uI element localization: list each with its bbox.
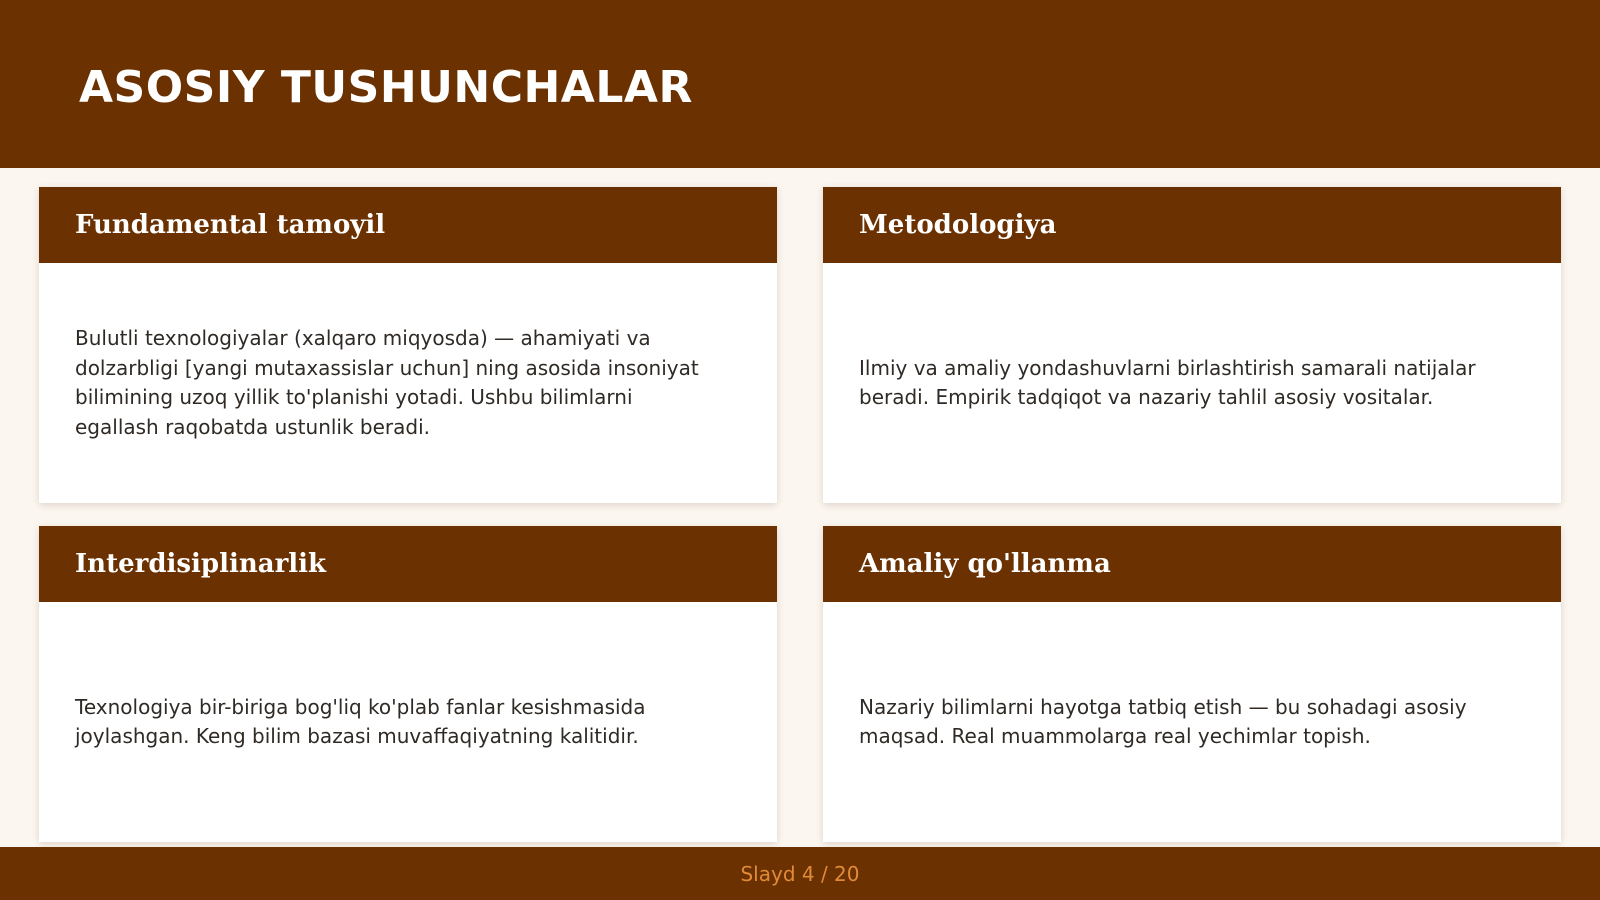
card-title: Fundamental tamoyil — [75, 210, 386, 240]
card-text: Ilmiy va amaliy yondashuvlarni birlashtirish samarali natijalar beradi. Empirik tadqiqot va nazariy tahlil asosiy vositalar. — [859, 355, 1476, 409]
card-body — [39, 602, 777, 842]
card-title: Amaliy qo'llanma — [859, 549, 1111, 579]
card-title: Metodologiya — [859, 210, 1057, 240]
card-body — [39, 263, 777, 503]
card-practical-guide — [823, 526, 1561, 842]
card-text: Bulutli texnologiyalar (xalqaro miqyosda) — ahamiyati va dolzarbligi [yangi mutaxassislar uchun] ning asosida insoniyat bilimining uzoq yillik to'planishi yotadi. Ushbu bilimlarni egallash raqobatda ustunlik beradi. — [75, 326, 699, 439]
card-methodology — [823, 187, 1561, 503]
card-title: Interdisiplinarlik — [75, 549, 327, 579]
card-header — [823, 187, 1561, 263]
card-body — [823, 602, 1561, 842]
card-fundamental-principle — [39, 187, 777, 503]
card-header — [823, 526, 1561, 602]
concept-cards-grid — [39, 187, 1561, 842]
slide-number: Slayd 4 / 20 — [740, 861, 860, 886]
card-text: Texnologiya bir-biriga bog'liq ko'plab fanlar kesishmasida joylashgan. Keng bilim bazasi muvaffaqiyatning kalitidir. — [75, 694, 646, 748]
card-header — [39, 187, 777, 263]
card-interdisciplinarity — [39, 526, 777, 842]
card-body — [823, 263, 1561, 503]
slide-footer — [0, 847, 1600, 900]
slide-header — [0, 0, 1600, 168]
slide-title: ASOSIY TUSHUNCHALAR — [79, 62, 693, 113]
card-text: Nazariy bilimlarni hayotga tatbiq etish — bu sohadagi asosiy maqsad. Real muammolarga real yechimlar topish. — [859, 694, 1467, 748]
card-header — [39, 526, 777, 602]
